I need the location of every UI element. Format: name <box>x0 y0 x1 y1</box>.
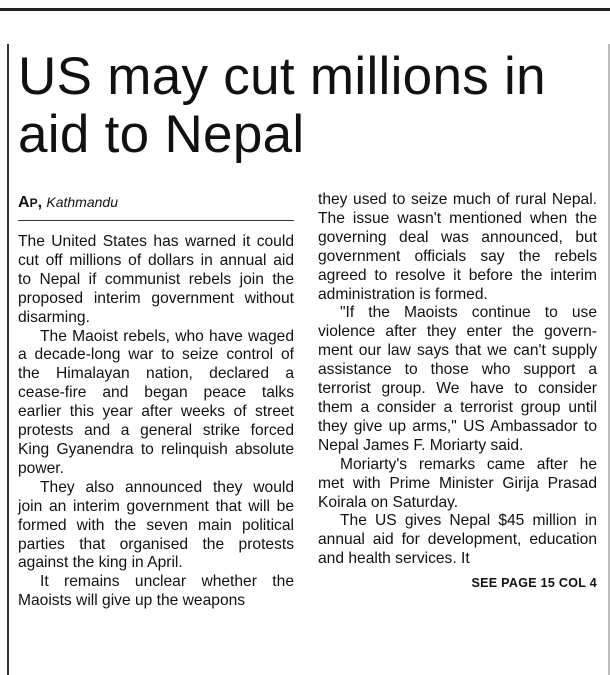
paragraph: The United States has warned it could cut off millions of dollars in annual aid to Nepal if communist rebels join the proposed interim government without disarming. <box>18 233 294 326</box>
top-rule <box>0 8 610 11</box>
headline: US may cut millions in aid to Nepal <box>18 47 546 164</box>
paragraph: The US gives Nepal $45 million in annual aid for development, education and health services. It <box>318 512 597 568</box>
paragraph: "If the Maoists continue to use violence after they enter the government our law says that we can't supply assistance to those who support a terrorist group. We have to consider them a consider a terrorist group until they give up arms," US Ambassador to Nepal James F. Moriarty said. <box>318 304 597 454</box>
paragraph: Moriarty's remarks came after he met with Prime Minister Girija Prasad Koirala on Saturday. <box>318 455 597 511</box>
left-column-rule <box>7 44 9 675</box>
article-column-2 <box>318 191 597 593</box>
continuation-jump: SEE PAGE 15 COL 4 <box>471 576 597 591</box>
article-column-1 <box>18 192 294 611</box>
byline-agency: AP, <box>18 194 43 211</box>
paragraph: The Maoist rebels, who have waged a decade-long war to seize control of the Himalayan nation, declared a cease-fire and began peace talks earlier this year after weeks of street protests and a general strike forced King Gyanendra to relinquish absolute power. <box>18 327 294 477</box>
paragraph: they used to seize much of rural Nepal. The issue wasn't mentioned when the governing deal was announced, but government officials say the rebels agreed to resolve it before the interim administration is formed. <box>318 191 597 303</box>
paragraph: It remains unclear whether the Maoists will give up the weapons <box>18 573 294 610</box>
byline-location: Kathmandu <box>46 194 118 210</box>
paragraph: They also announced they would join an interim government that will be formed with the seven main political parties that organised the protests against the king in April. <box>18 478 294 572</box>
byline <box>18 192 294 221</box>
